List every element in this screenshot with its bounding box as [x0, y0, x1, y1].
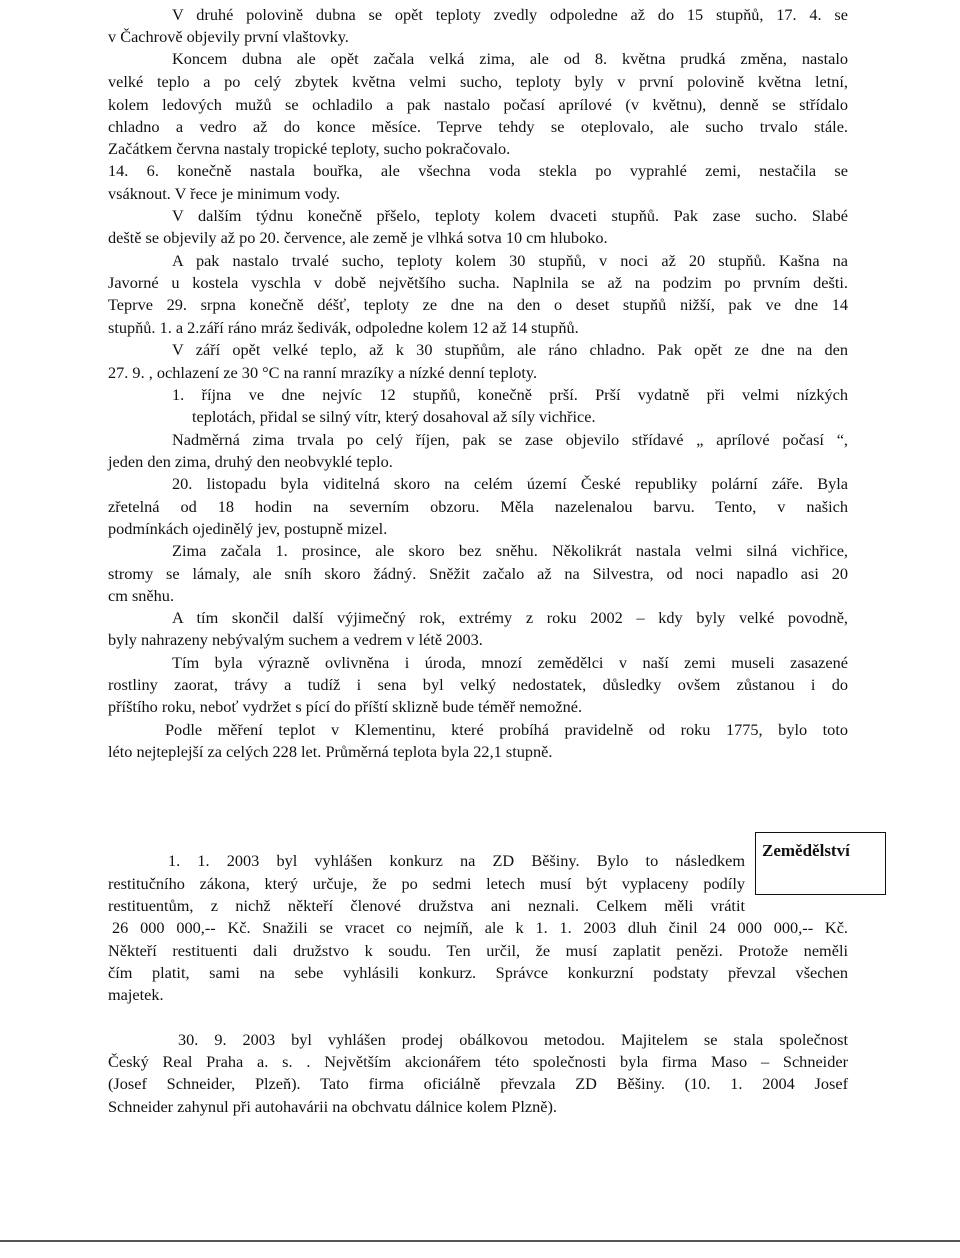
text-line: vsáknout. V řece je minimum vody. — [108, 184, 341, 203]
text-line: cm sněhu. — [108, 586, 175, 605]
text-line: Někteří restituenti dali družstvo k soudu. Ten určil, že musí zaplatit penězi. Protože neměli — [108, 941, 848, 960]
text-line: v Čachrově objevily první vlaštovky. — [108, 27, 349, 46]
text-line: 30. 9. 2003 byl vyhlášen prodej obálkovou metodou. Majitelem se stala společnost — [178, 1030, 848, 1049]
text-line: 27. 9. , ochlazení ze 30 °C na ranní mrazíky a nízké denní teploty. — [108, 363, 538, 382]
text-line: A tím skončil další výjimečný rok, extrémy z roku 2002 – kdy byly velké povodně, — [172, 608, 848, 627]
text-line: velké teplo a po celý zbytek května velmi sucho, teploty byly v první polovině května letní, — [108, 72, 848, 91]
text-line: stupňů. 1. a 2.září ráno mráz šedivák, odpoledne kolem 12 až 14 stupňů. — [108, 318, 579, 337]
text-line: V druhé polovině dubna se opět teploty zvedly odpoledne až do 15 stupňů, 17. 4. se — [172, 5, 848, 24]
text-line: (Josef Schneider, Plzeň). Tato firma oficiálně převzala ZD Běšiny. (10. 1. 2004 Josef — [108, 1074, 848, 1093]
text-line: teplotách, přidal se silný vítr, který dosahoval až síly vichřice. — [192, 407, 596, 426]
text-line: deště se objevily až po 20. července, ale země je vlhká sotva 10 cm hluboko. — [108, 228, 608, 247]
text-line: majetek. — [108, 985, 164, 1004]
text-line: 1. 1. 2003 byl vyhlášen konkurz na ZD Běšiny. Bylo to následkem — [168, 851, 745, 870]
text-line: byly nahrazeny nebývalým suchem a vedrem v létě 2003. — [108, 630, 483, 649]
text-line: A pak nastalo trvalé sucho, teploty kolem 30 stupňů, v noci až 20 stupňů. Kašna na — [172, 251, 848, 270]
text-line: Nadměrná zima trvala po celý říjen, pak se zase objevilo střídavé „ aprílové počasí “, — [172, 430, 848, 449]
text-line: restitučního zákona, který určuje, že po sedmi letech musí být vyplaceny podíly — [108, 874, 745, 893]
page-bottom-rule — [0, 1240, 960, 1242]
text-line: podmínkách ojedinělý jev, postupně mizel. — [108, 519, 388, 538]
text-line: jeden den zima, druhý den neobvyklé teplo. — [108, 452, 393, 471]
text-line: kolem ledových mužů se ochladilo a pak nastalo počasí aprílové (v květnu), denně se střídalo — [108, 95, 848, 114]
text-line: V září opět velké teplo, až k 30 stupňům, ale ráno chladno. Pak opět ze dne na den — [172, 340, 848, 359]
section-heading: Zemědělství — [762, 841, 850, 860]
text-line: V dalším týdnu konečně přšelo, teploty kolem dvaceti stupňů. Pak zase sucho. Slabé — [172, 206, 848, 225]
text-line: 26 000 000,-- Kč. Snažili se vracet co nejmíň, ale k 1. 1. 2003 dluh činil 24 000 000,-- Kč. — [112, 918, 848, 937]
text-line: 20. listopadu byla viditelná skoro na celém území České republiky polární záře. Byla — [172, 474, 848, 493]
section-heading-box — [755, 832, 886, 895]
text-line: Koncem dubna ale opět začala velká zima, ale od 8. května prudká změna, nastalo — [172, 49, 848, 68]
text-line: chladno a vedro až do konce měsíce. Teprve tehdy se oteplovalo, ale sucho trvalo stále. — [108, 117, 848, 136]
text-line: rostliny zaorat, trávy a tudíž i sena byl velký nedostatek, důsledky ovšem zůstanou i do — [108, 675, 848, 694]
text-line: Český Real Praha a. s. . Největším akcionářem této společnosti byla firma Maso – Schneider — [108, 1052, 848, 1071]
text-line: zřetelná od 18 hodin na severním obzoru. Měla nazelenalou barvu. Tento, v našich — [108, 497, 848, 516]
text-line: Javorné u kostela vyschla v době největšího sucha. Naplnila se až na podzim po prvním dešti. — [108, 273, 848, 292]
text-line: Podle měření teplot v Klementinu, které probíhá pravidelně od roku 1775, bylo toto — [165, 720, 848, 739]
text-line: 1. října ve dne nejvíc 12 stupňů, konečně prší. Prší vydatně při velmi nízkých — [172, 385, 848, 404]
text-line: Zima začala 1. prosince, ale skoro bez sněhu. Několikrát nastala velmi silná vichřice, — [172, 541, 848, 560]
text-line: Začátkem června nastaly tropické teploty, sucho pokračovalo. — [108, 139, 511, 158]
text-line: Schneider zahynul při autohavárii na obchvatu dálnice kolem Plzně). — [108, 1097, 557, 1116]
text-line: Tím byla výrazně ovlivněna i úroda, mnozí zemědělci v naší zemi museli zasazené — [172, 653, 848, 672]
text-line: stromy se lámaly, ale sníh skoro žádný. Sněžit začalo až na Silvestra, od noci napadlo asi 20 — [108, 564, 848, 583]
text-line: léto nejteplejší za celých 228 let. Průměrná teplota byla 22,1 stupně. — [108, 742, 553, 761]
text-line: Teprve 29. srpna konečně déšť, teploty ze dne na den o deset stupňů nižší, pak ve dne 14 — [108, 295, 848, 314]
text-line: 14. 6. konečně nastala bouřka, ale všechna voda stekla po vyprahlé zemi, nestačila se — [108, 161, 848, 180]
text-line: restituentům, z nichž někteří členové družstva ani neznali. Celkem měli vrátit — [108, 896, 745, 915]
text-line: čím platit, sami na sebe vyhlásili konkurz. Správce konkurzní podstaty převzal všechen — [108, 963, 848, 982]
text-line: příštího roku, neboť vydržet s pící do příští sklizně bude téměř nemožné. — [108, 697, 583, 716]
